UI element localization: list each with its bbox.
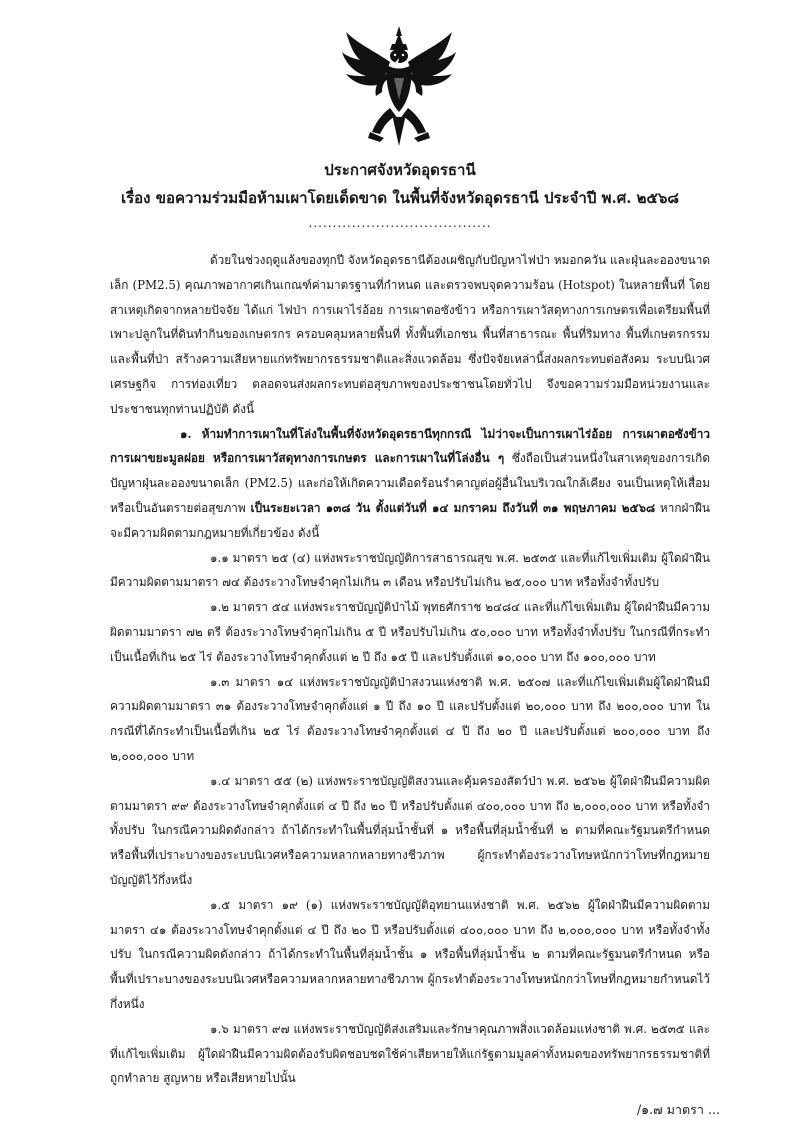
item-1-text: ซึ่งถือเป็นส่วนหนึ่งในสาเหตุของการเกิดปัญหาฝุ่นละอองขนาดเล็ก (PM2.5) และก่อให้เกิดความเดือดร้อนรำคาญต่อผู้อื่นในบริเวณใกล้เคียง จนเป็นเหตุให้เสื่อมหรือเป็นอันตรายต่อสุขภาพ	[110, 451, 710, 515]
document-subject: เรื่อง ขอความร่วมมือห้ามเผาโดยเด็ดขาด ในพื้นที่จังหวัดอุดรธานี ประจำปี พ.ศ. ๒๕๖๘	[120, 189, 680, 207]
item-1-1-paragraph: ๑.๑ มาตรา ๒๕ (๔) แห่งพระราชบัญญัติการสาธารณสุข พ.ศ. ๒๕๓๕ และที่แก้ไขเพิ่มเติม ผู้ใดฝ่าฝืนมีความผิดตามมาตรา ๗๔ ต้องระวางโทษจำคุกไม่เกิน ๓ เดือน หรือปรับไม่เกิน ๒๕,๐๐๐ บาท หรือทั้งจำทั้งปรับ	[110, 550, 710, 590]
document-title: ประกาศจังหวัดอุดรธานี	[324, 161, 476, 179]
item-1-4-paragraph: ๑.๔ มาตรา ๕๕ (๒) แห่งพระราชบัญญัติสงวนและคุ้มครองสัตว์ป่า พ.ศ. ๒๕๖๒ ผู้ใดฝ่าฝืนมีความผิดตามมาตรา ๙๙ ต้องระวางโทษจำคุกตั้งแต่ ๔ ปี ถึง ๒๐ ปี หรือปรับตั้งแต่ ๔๐๐,๐๐๐ บาท ถึง ๒,๐๐๐,๐๐๐ บาท หรือทั้งจำทั้งปรับ ในกรณีความผิดดังกล่าว ถ้าได้กระทำในพื้นที่ลุ่มน้ำชั้นที่ ๑ หรือพื้นที่ลุ่มน้ำชั้นที่ ๒ ตามที่คณะรัฐมนตรีกำหนด หรือพื้นที่เปราะบางของระบบนิเวศหรือความหลากหลายทางชีวภาพ ผู้กระทำต้องระวางโทษหนักกว่าโทษที่กฎหมายบัญญัติไว้กึ่งหนึ่ง	[110, 773, 710, 887]
item-1-period-text: เป็นระยะเวลา ๑๓๘ วัน ตั้งแต่วันที่ ๑๔ มกราคม ถึงวันที่ ๓๑ พฤษภาคม ๒๕๖๘	[250, 500, 656, 515]
title-separator: ......................................	[308, 216, 492, 230]
garuda-emblem-icon	[340, 22, 458, 150]
item-1-bold-text: ๑. ห้ามทำการเผาในที่โล่งในพื้นที่จังหวัดอุดรธานีทุกกรณี ไม่ว่าจะเป็นการเผาไร่อ้อย การเผาตอซังข้าว การเผาขยะมูลฝอย หรือการเผาวัสดุทางการเกษตร และการเผาในที่โล่งอื่น ๆ	[110, 426, 710, 466]
intro-paragraph: ด้วยในช่วงฤดูแล้งของทุกปี จังหวัดอุดรธานีต้องเผชิญกับปัญหาไฟป่า หมอกควัน และฝุ่นละอองขนาดเล็ก (PM2.5) คุณภาพอากาศเกินเกณฑ์ค่ามาตรฐานที่กำหนด และตรวจพบจุดความร้อน (Hotspot) ในหลายพื้นที่ โดยสาเหตุเกิดจากหลายปัจจัย ได้แก่ ไฟป่า การเผาไร่อ้อย การเผาตอซังข้าว หรือการเผาวัสดุทางการเกษตรเพื่อเตรียมพื้นที่เพาะปลูกในที่ดินทำกินของเกษตรกร ครอบคลุมหลายพื้นที่ ทั้งพื้นที่เอกชน พื้นที่สาธารณะ พื้นที่ริมทาง พื้นที่เกษตรกรรม และพื้นที่ป่า สร้างความเสียหายแก่ทรัพยากรธรรมชาติและสิ่งแวดล้อม ซึ่งปัจจัยเหล่านี้ส่งผลกระทบต่อสังคม ระบบนิเวศ เศรษฐกิจ การท่องเที่ยว ตลอดจนส่งผลกระทบต่อสุขภาพของประชาชนโดยทั่วไป จึงขอความร่วมมือหน่วยงานและประชาชนทุกท่านปฏิบัติ ดังนี้	[110, 253, 710, 416]
item-1-5-paragraph: ๑.๕ มาตรา ๑๙ (๑) แห่งพระราชบัญญัติอุทยานแห่งชาติ พ.ศ. ๒๕๖๒ ผู้ใดฝ่าฝืนมีความผิดตามมาตรา ๔๑ ต้องระวางโทษจำคุกตั้งแต่ ๔ ปี ถึง ๒๐ ปี หรือปรับตั้งแต่ ๔๐๐,๐๐๐ บาท ถึง ๒,๐๐๐,๐๐๐ บาท หรือทั้งจำทั้งปรับ ในกรณีความผิดดังกล่าว ถ้าได้กระทำในพื้นที่ลุ่มน้ำชั้น ๑ หรือพื้นที่ลุ่มน้ำชั้น ๒ ตามที่คณะรัฐมนตรีกำหนด หรือพื้นที่เปราะบางของระบบนิเวศหรือความหลากหลายทางชีวภาพ ผู้กระทำต้องระวางโทษหนักกว่าโทษที่กฎหมายกำหนดไว้กึ่งหนึ่ง	[110, 897, 710, 1011]
document-body	[110, 248, 710, 1091]
item-1-2-paragraph: ๑.๒ มาตรา ๕๔ แห่งพระราชบัญญัติป่าไม้ พุทธศักราช ๒๔๘๔ และที่แก้ไขเพิ่มเติม ผู้ใดฝ่าฝืนมีความผิดตามมาตรา ๗๒ ตรี ต้องระวางโทษจำคุกไม่เกิน ๕ ปี หรือปรับไม่เกิน ๕๐,๐๐๐ บาท หรือทั้งจำทั้งปรับ ในกรณีที่กระทำเป็นเนื้อที่เกิน ๒๕ ไร่ ต้องระวางโทษจำคุกตั้งแต่ ๒ ปี ถึง ๑๕ ปี และปรับตั้งแต่ ๑๐,๐๐๐ บาท ถึง ๑๐๐,๐๐๐ บาท	[110, 600, 710, 664]
item-1-6-paragraph: ๑.๖ มาตรา ๙๗ แห่งพระราชบัญญัติส่งเสริมและรักษาคุณภาพสิ่งแวดล้อมแห่งชาติ พ.ศ. ๒๕๓๕ และที่แก้ไขเพิ่มเติม ผู้ใดฝ่าฝืนมีความผิดต้องรับผิดชอบชดใช้ค่าเสียหายให้แก่รัฐตามมูลค่าทั้งหมดของทรัพยากรธรรมชาติที่ถูกทำลาย สูญหาย หรือเสียหายไปนั้น	[110, 1021, 710, 1086]
item-1-3-paragraph: ๑.๓ มาตรา ๑๔ แห่งพระราชบัญญัติป่าสงวนแห่งชาติ พ.ศ. ๒๕๐๗ และที่แก้ไขเพิ่มเติมผู้ใดฝ่าฝืนมีความผิดตามมาตรา ๓๑ ต้องระวางโทษจำคุกตั้งแต่ ๑ ปี ถึง ๑๐ ปี และปรับตั้งแต่ ๒๐,๐๐๐ บาท ถึง ๒๐๐,๐๐๐ บาท ในกรณีที่ได้กระทำเป็นเนื้อที่เกิน ๒๕ ไร่ ต้องระวางโทษจำคุกตั้งแต่ ๔ ปี ถึง ๒๐ ปี และปรับตั้งแต่ ๒๐๐,๐๐๐ บาท ถึง ๒,๐๐๐,๐๐๐ บาท	[110, 674, 710, 763]
page-continuation: /๑.๗ มาตรา ...	[636, 1102, 720, 1117]
item-1-text-end: หากฝ่าฝืนจะมีความผิดตามกฎหมายที่เกี่ยวข้อง ดังนี้	[110, 500, 710, 540]
item-1-paragraph	[110, 422, 710, 546]
